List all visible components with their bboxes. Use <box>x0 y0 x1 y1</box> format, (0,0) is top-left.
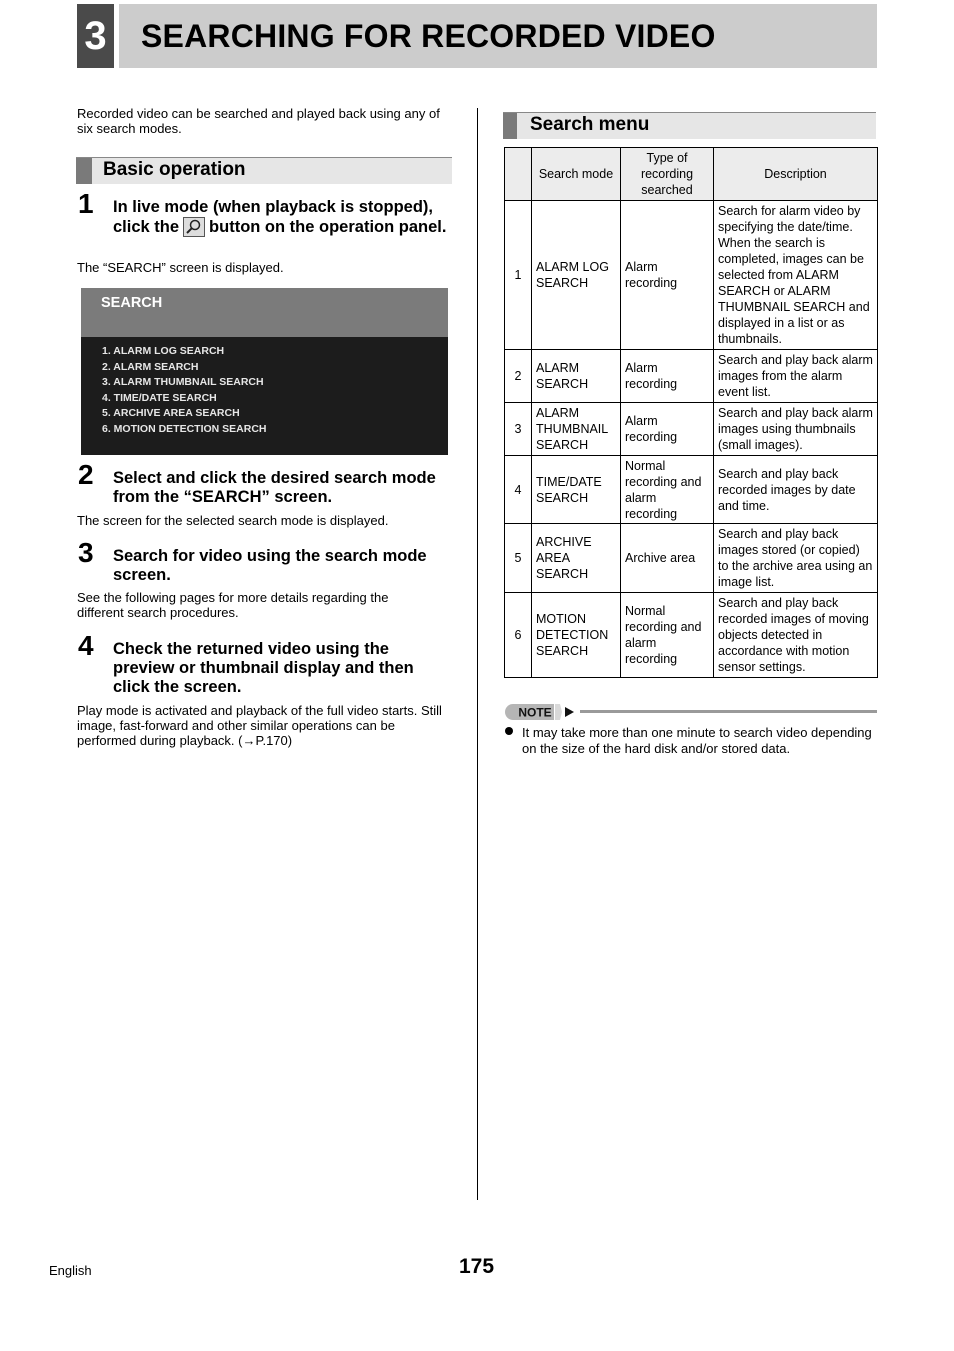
table-row <box>505 201 878 350</box>
row-mode: MOTION DETECTION SEARCH <box>532 593 621 678</box>
search-icon <box>183 217 205 237</box>
row-number: 2 <box>505 350 532 403</box>
section-heading: Search menu <box>530 114 650 135</box>
search-screen-item: 3. ALARM THUMBNAIL SEARCH <box>102 376 264 388</box>
table-row <box>505 456 878 524</box>
step-1-body: The “SEARCH” screen is displayed. <box>77 260 284 275</box>
note-icon <box>504 703 576 721</box>
footer-language: English <box>49 1263 92 1278</box>
row-number: 4 <box>505 456 532 524</box>
row-number: 1 <box>505 201 532 350</box>
step-2-title: Select and click the desired search mode from the “SEARCH” screen. <box>113 469 436 506</box>
table-header-row <box>505 148 878 201</box>
step-4-number: 4 <box>78 630 94 661</box>
row-type: Archive area <box>621 524 714 593</box>
step-2-body: The screen for the selected search mode is displayed. <box>77 513 389 528</box>
step-1-number: 1 <box>78 188 94 219</box>
chapter-number-box: 3 <box>77 4 114 68</box>
row-desc: Search and play back recorded images of moving objects detected in accordance with motion sensor settings. <box>714 593 878 678</box>
row-desc: Search and play back images stored (or copied) to the archive area using an image list. <box>714 524 878 593</box>
row-type: Normal recording and alarm recording <box>621 456 714 524</box>
search-menu-table <box>504 147 878 678</box>
table-row <box>505 524 878 593</box>
note-rule <box>580 710 877 713</box>
row-mode: ALARM LOG SEARCH <box>532 201 621 350</box>
step-3-number: 3 <box>78 537 94 568</box>
search-screen-item: 2. ALARM SEARCH <box>102 361 199 373</box>
table-row <box>505 593 878 678</box>
row-type: Alarm recording <box>621 201 714 350</box>
row-mode: ALARM THUMBNAIL SEARCH <box>532 403 621 456</box>
table-header-cell: Search mode <box>532 148 621 201</box>
step-3-body: See the following pages for more details regarding the different search procedures. <box>77 590 389 620</box>
row-desc: Search and play back alarm images using thumbnails (small images). <box>714 403 878 456</box>
section-heading: Basic operation <box>103 159 246 180</box>
section-tab <box>503 113 517 139</box>
row-type: Alarm recording <box>621 403 714 456</box>
column-divider <box>477 108 478 1200</box>
note-label: NOTE <box>518 705 552 720</box>
step-3-title: Search for video using the search mode screen. <box>113 547 427 584</box>
section-tab <box>76 158 92 184</box>
page-title: SEARCHING FOR RECORDED VIDEO <box>141 18 716 54</box>
intro-text: Recorded video can be searched and played back using any of six search modes. <box>77 106 440 136</box>
row-number: 6 <box>505 593 532 678</box>
row-mode: TIME/DATE SEARCH <box>532 456 621 524</box>
section-search-menu <box>503 112 876 139</box>
step-4-body: Play mode is activated and playback of the full video starts. Still image, fast-forward and other similar operations can be performed during playback. (→P.170) <box>77 703 442 748</box>
step-4-title: Check the returned video using the preview or thumbnail display and then click the screen. <box>113 640 414 696</box>
row-type: Normal recording and alarm recording <box>621 593 714 678</box>
search-screen-item: 6. MOTION DETECTION SEARCH <box>102 423 267 435</box>
row-number: 3 <box>505 403 532 456</box>
section-basic-operation <box>76 157 452 184</box>
note-badge <box>504 703 576 721</box>
page-number: 175 <box>459 1255 495 1278</box>
table-row <box>505 403 878 456</box>
row-number: 5 <box>505 524 532 593</box>
row-desc: Search and play back alarm images from the alarm event list. <box>714 350 878 403</box>
search-screen-preview <box>81 288 448 455</box>
search-screen-item: 5. ARCHIVE AREA SEARCH <box>102 407 240 419</box>
step-1-title-before: In live mode (when playback is stopped), click the <box>113 198 433 236</box>
table-header-cell: Type of recording searched <box>621 148 714 201</box>
row-type: Alarm recording <box>621 350 714 403</box>
search-screen-item: 4. TIME/DATE SEARCH <box>102 392 217 404</box>
step-1-title <box>113 198 448 237</box>
step-1-title-after: button on the operation panel. <box>209 218 447 236</box>
row-mode: ARCHIVE AREA SEARCH <box>532 524 621 593</box>
table-row <box>505 350 878 403</box>
note-text: It may take more than one minute to search video depending on the size of the hard disk and/or stored data. <box>522 725 872 756</box>
row-desc: Search for alarm video by specifying the date/time. When the search is completed, images can be selected from ALARM SEARCH or ALARM THUMBNAIL SEARCH and displayed in a list or as thumbnails. <box>714 201 878 350</box>
row-mode: ALARM SEARCH <box>532 350 621 403</box>
search-screen-title: SEARCH <box>101 295 163 311</box>
step-2-number: 2 <box>78 459 94 490</box>
table-header-cell <box>505 148 532 201</box>
bullet-icon <box>505 727 513 735</box>
search-screen-item: 1. ALARM LOG SEARCH <box>102 345 225 357</box>
row-desc: Search and play back recorded images by date and time. <box>714 456 878 524</box>
table-header-cell: Description <box>714 148 878 201</box>
